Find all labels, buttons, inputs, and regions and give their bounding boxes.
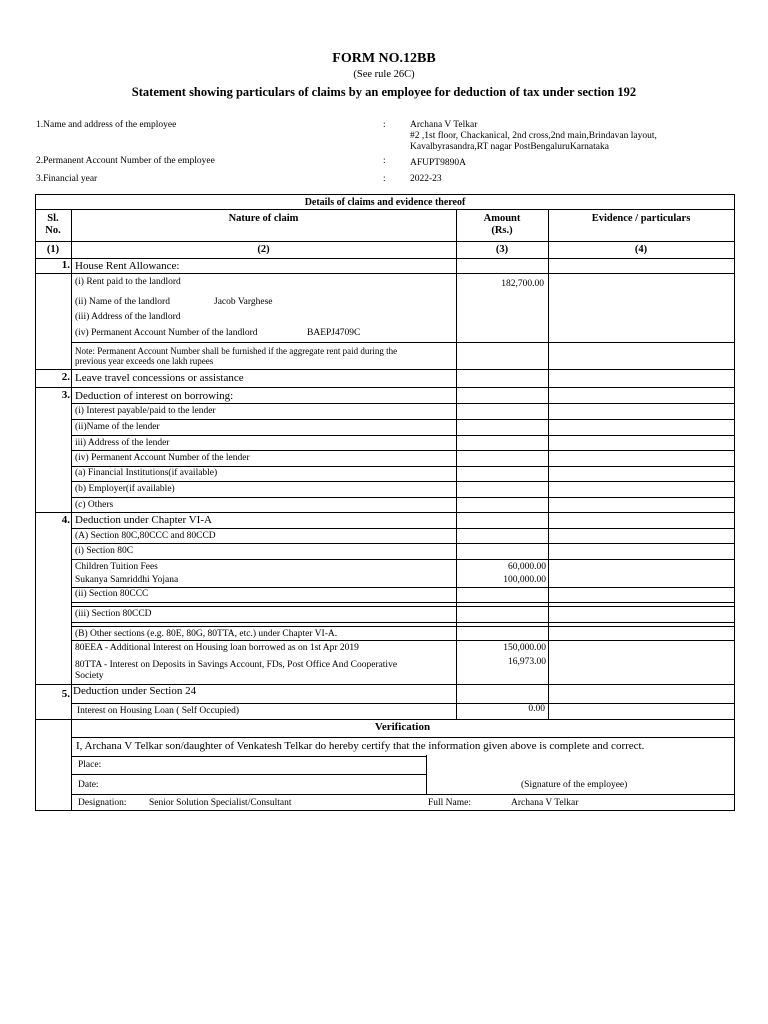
ssy-label: Sukanya Samriddhi Yojana bbox=[75, 575, 179, 585]
tta-label-line1: 80TTA - Interest on Deposits in Savings Account, FDs, Post Office And Cooperative bbox=[75, 660, 398, 670]
col-header-sl: Sl. bbox=[47, 213, 59, 224]
borrowing-item: (i) Interest payable/paid to the lender bbox=[75, 406, 216, 416]
employee-name-label: 1.Name and address of the employee bbox=[36, 120, 177, 130]
rent-paid-label: (i) Rent paid to the landlord bbox=[75, 277, 181, 287]
col-header-amount: Amount bbox=[483, 213, 521, 224]
financial-year: 2022-23 bbox=[410, 174, 442, 184]
employee-name: Archana V Telkar bbox=[410, 120, 478, 130]
section-80c-label: (i) Section 80C bbox=[75, 546, 134, 556]
signature-label: (Signature of the employee) bbox=[521, 780, 628, 790]
col-header-rs: (Rs.) bbox=[491, 225, 513, 236]
employee-pan: AFUPT9890A bbox=[410, 158, 466, 168]
borrowing-title: Deduction of interest on borrowing: bbox=[75, 390, 234, 402]
borrowing-item: (ii)Name of the lender bbox=[75, 422, 160, 432]
sl-number: 4. bbox=[61, 514, 70, 526]
tta-amount: 16,973.00 bbox=[508, 657, 546, 667]
ssy-amount: 100,000.00 bbox=[503, 575, 546, 585]
section-80ccc-label: (ii) Section 80CCC bbox=[75, 589, 149, 599]
verification-title: Verification bbox=[374, 721, 431, 733]
col-header-evidence: Evidence / particulars bbox=[591, 213, 691, 224]
fullname-label: Full Name: bbox=[428, 798, 472, 808]
sl-number: 2. bbox=[61, 371, 70, 383]
borrowing-item: (a) Financial Institutions(if available) bbox=[75, 468, 218, 478]
sl-number: 3. bbox=[61, 389, 70, 401]
landlord-pan: BAEPJ4709C bbox=[307, 328, 361, 338]
col-number-1: (1) bbox=[46, 244, 60, 255]
tta-label-line2: Society bbox=[75, 671, 104, 681]
landlord-name-label: (ii) Name of the landlord bbox=[75, 297, 170, 307]
landlord-pan-label: (iv) Permanent Account Number of the landlord bbox=[75, 328, 258, 338]
verification-statement: I, Archana V Telkar son/daughter of Venkatesh Telkar do hereby certify that the information given above is complete and correct. bbox=[76, 740, 645, 752]
borrowing-item: (b) Employer(if available) bbox=[75, 484, 175, 494]
pan-note-line1: Note: Permanent Account Number shall be furnished if the aggregate rent paid during the bbox=[75, 346, 398, 356]
borrowing-item: iii) Address of the lender bbox=[75, 438, 170, 448]
eea-amount: 150,000.00 bbox=[503, 643, 546, 653]
chapter6a-title: Deduction under Chapter VI-A bbox=[75, 514, 212, 526]
col-number-4: (4) bbox=[634, 244, 648, 255]
col-number-3: (3) bbox=[495, 244, 509, 255]
borrowing-item: (c) Others bbox=[75, 500, 114, 510]
col-number-2: (2) bbox=[257, 244, 270, 255]
lta-title: Leave travel concessions or assistance bbox=[75, 372, 244, 384]
employee-address-line1: #2 ,1st floor, Chackanical, 2nd cross,2nd main,Brindavan layout, bbox=[410, 131, 657, 141]
section-b-label: (B) Other sections (e.g. 80E, 80G, 80TTA, etc.) under Chapter VI-A. bbox=[75, 629, 338, 639]
housing-loan-label: Interest on Housing Loan ( Self Occupied) bbox=[77, 706, 239, 716]
sec24-title: Deduction under Section 24 bbox=[73, 685, 197, 697]
financial-year-label: 3.Financial year bbox=[36, 174, 98, 184]
pan-note-line2: previous year exceeds one lakh rupees bbox=[75, 356, 214, 366]
tuition-fees-amount: 60,000.00 bbox=[508, 562, 546, 572]
housing-loan-amount: 0.00 bbox=[528, 704, 545, 714]
colon: : bbox=[383, 156, 386, 166]
section-80ccd-label: (iii) Section 80CCD bbox=[75, 609, 152, 619]
table-title: Details of claims and evidence thereof bbox=[304, 197, 466, 208]
date-label: Date: bbox=[78, 780, 99, 790]
sl-number: 5. bbox=[61, 688, 70, 700]
rent-paid-amount: 182,700.00 bbox=[501, 279, 544, 289]
employee-address-line2: Kavalbyrasandra,RT nagar PostBengaluruKarnataka bbox=[410, 142, 609, 152]
section-a-label: (A) Section 80C,80CCC and 80CCD bbox=[75, 531, 216, 541]
colon: : bbox=[383, 174, 386, 184]
fullname: Archana V Telkar bbox=[511, 798, 579, 808]
landlord-address-label: (iii) Address of the landlord bbox=[75, 312, 181, 322]
eea-label: 80EEA - Additional Interest on Housing loan borrowed as on 1st Apr 2019 bbox=[75, 643, 359, 653]
hra-title: House Rent Allowance: bbox=[75, 260, 180, 272]
colon: : bbox=[383, 120, 386, 130]
tuition-fees-label: Children Tuition Fees bbox=[75, 562, 158, 572]
col-header-no: No. bbox=[45, 225, 61, 236]
form-number: FORM NO.12BB bbox=[332, 51, 436, 66]
designation: Senior Solution Specialist/Consultant bbox=[149, 798, 292, 808]
borrowing-item: (iv) Permanent Account Number of the lender bbox=[75, 453, 250, 463]
col-header-nature: Nature of claim bbox=[228, 213, 299, 224]
landlord-name: Jacob Varghese bbox=[214, 297, 273, 307]
designation-label: Designation: bbox=[78, 798, 127, 808]
place-label: Place: bbox=[78, 760, 102, 770]
form-subtitle: Statement showing particulars of claims by an employee for deduction of tax under section 192 bbox=[131, 85, 637, 99]
employee-pan-label: 2.Permanent Account Number of the employee bbox=[36, 156, 215, 166]
sl-number: 1. bbox=[61, 259, 70, 271]
rule-reference: (See rule 26C) bbox=[353, 69, 415, 80]
